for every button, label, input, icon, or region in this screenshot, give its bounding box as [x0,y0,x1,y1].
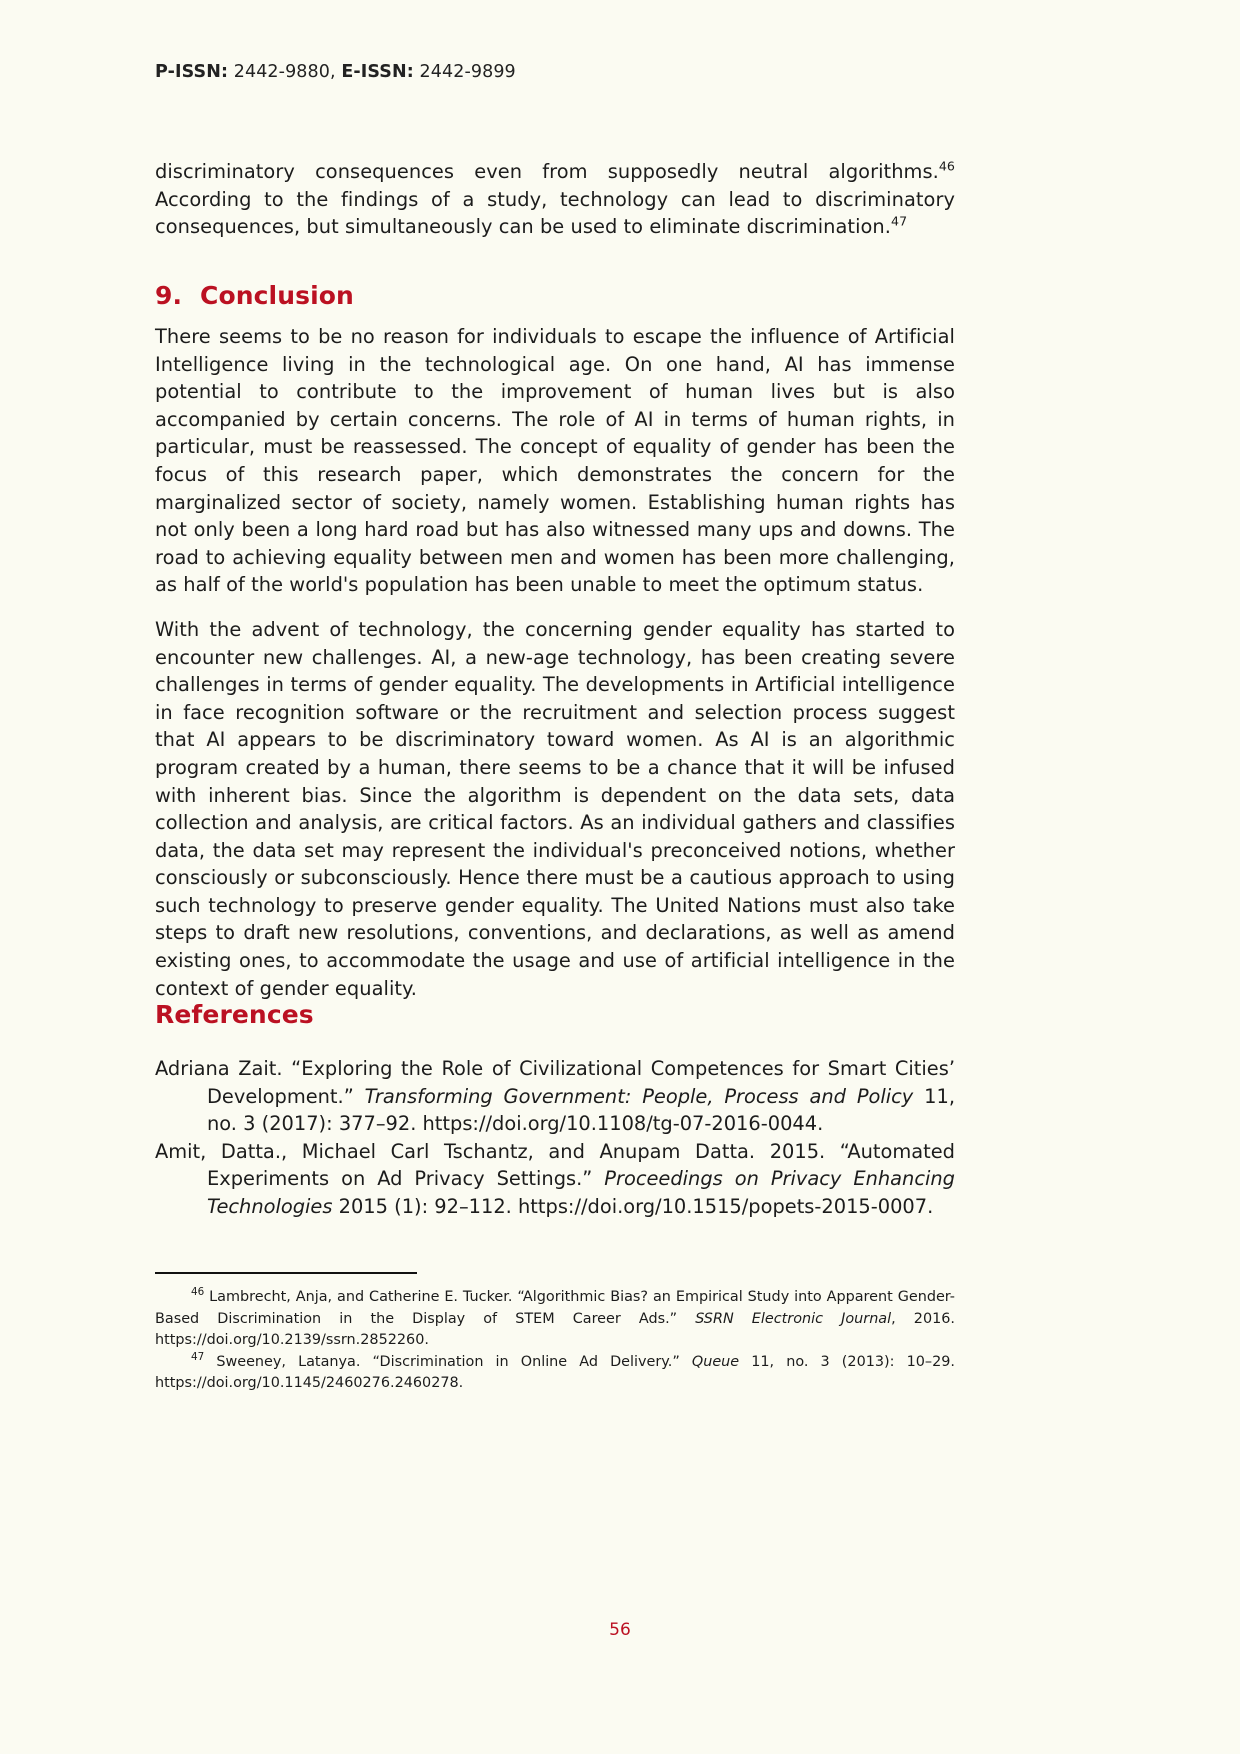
section-title: Conclusion [200,281,354,310]
footnote-number: 46 [191,1286,205,1299]
reference-journal-title: Transforming Government: People, Process and Policy [364,1084,914,1108]
p-issn-value: 2442-9880, [228,62,342,82]
footnote [155,1287,955,1352]
footnote-number: 47 [191,1350,205,1363]
p-issn-label: P-ISSN: [155,62,229,82]
running-head [155,62,955,82]
section-number: 9. [155,281,183,310]
conclusion-paragraph-1: There seems to be no reason for individuals to escape the influence of Artificial Intelligence living in the technological age. On one hand, AI has immense potential to contribute to the improvement of human lives but is also accompanied by certain concerns. The role of AI in terms of human rights, in particular, must be reassessed. The concept of equality of gender has been the focus of this research paper, which demonstrates the concern for the marginalized sector of society, namely women. Establishing human rights has not only been a long hard road but has also witnessed many ups and downs. The road to achieving equality between men and women has been more challenging, as half of the world's population has been unable to meet the optimum status. [155,325,955,597]
carryover-text-part1: discriminatory consequences even from supposedly neutral algorithms. [155,160,939,183]
reference-journal-title: Proceedings on Privacy Enhancing Technologies [207,1167,955,1218]
footnote-journal-title: Queue [691,1353,740,1370]
section-heading-conclusion [155,281,955,310]
carryover-paragraph-block [155,158,955,241]
footnote-pre-italic: Sweeney, Latanya. “Discrimination in Online Ad Delivery.” [204,1353,692,1370]
page-number: 56 [609,1620,631,1640]
footnote-marker-47[interactable]: 47 [891,213,908,229]
footnote [155,1352,955,1395]
e-issn-value: 2442-9899 [413,62,516,82]
section-heading-references [155,1000,955,1029]
reference-entry [155,1055,955,1138]
reference-post-italic: 2015 (1): 92–112. https://doi.org/10.1515/popets-2015-0007. [332,1194,934,1218]
footnote-post-italic: 11, no. 3 (2013): 10–29. https://doi.org/10.1145/2460276.2460278. [155,1353,955,1391]
conclusion-paragraph-2: With the advent of technology, the concerning gender equality has started to encounter new challenges. AI, a new-age technology, has been creating severe challenges in terms of gender equality. The developments in Artificial intelligence in face recognition software or the recruitment and selection process suggest that AI appears to be discriminatory toward women. As AI is an algorithmic program created by a human, there seems to be a chance that it will be infused with inherent bias. Since the algorithm is dependent on the data sets, data collection and analysis, are critical factors. As an individual gathers and classifies data, the data set may represent the individual's preconceived notions, whether consciously or subconsciously. Hence there must be a cautious approach to using such technology to preserve gender equality. The United Nations must also take steps to draft new resolutions, conventions, and declarations, as well as amend existing ones, to accommodate the usage and use of artificial intelligence in the context of gender equality. [155,617,955,1000]
reference-entry [155,1138,955,1221]
reference-post-italic: 11, no. 3 (2017): 377–92. https://doi.org/10.1108/tg-07-2016-0044. [207,1084,955,1136]
reference-list [155,1055,955,1221]
footnote-journal-title: SSRN Electronic Journal [695,1310,892,1327]
footnote-pre-italic: Lambrecht, Anja, and Catherine E. Tucker. “Algorithmic Bias? an Empirical Study into Apparent Gender-Based Discrimination in the Display of STEM Career Ads.” [155,1289,955,1327]
footnote-marker-46[interactable]: 46 [938,158,955,174]
carryover-paragraph [155,158,955,241]
references-title: References [155,1000,314,1029]
footnote-block [155,1287,955,1395]
reference-pre-italic: Adriana Zait. “Exploring the Role of Civilizational Competences for Smart Cities’ Development.” [155,1057,955,1108]
reference-pre-italic: Amit, Datta., Michael Carl Tschantz, and Anupam Datta. 2015. “Automated Experiments on Ad Privacy Settings.” [155,1139,955,1191]
footnote-separator-rule [155,1272,417,1274]
e-issn-label: E-ISSN: [341,62,414,82]
conclusion-body [155,323,955,1002]
carryover-text-part2: According to the findings of a study, technology can lead to discriminatory consequences, but simultaneously can be used to eliminate discrimination. [155,187,955,239]
footnote-post-italic: , 2016. https://doi.org/10.2139/ssrn.2852260. [155,1310,955,1348]
